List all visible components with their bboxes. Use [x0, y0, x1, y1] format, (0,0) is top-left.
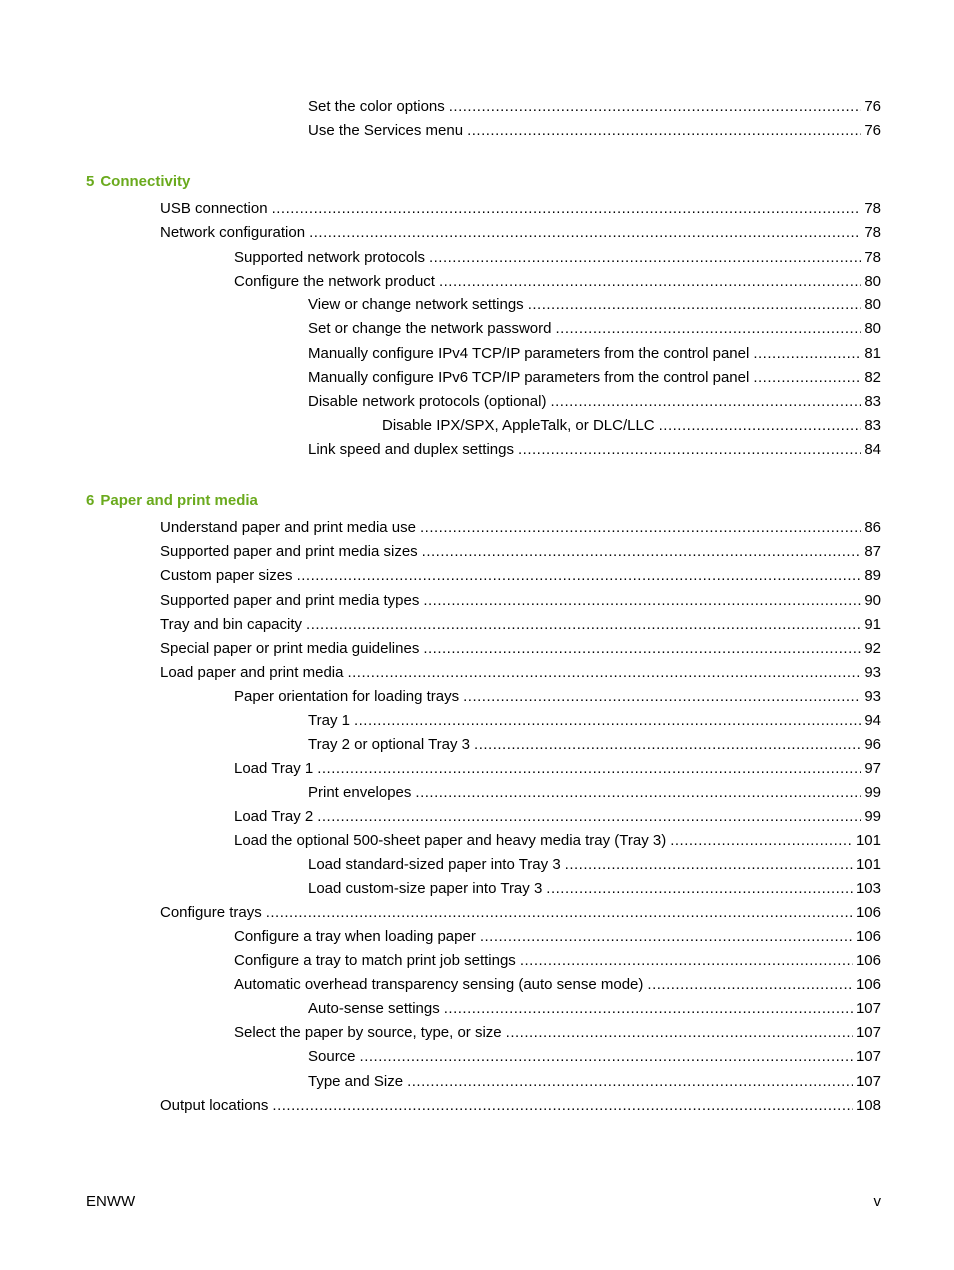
toc-entry[interactable] [308, 1071, 881, 1091]
toc-entry[interactable] [234, 247, 881, 267]
toc-entry-page: 97 [864, 760, 881, 777]
toc-entry-page: 106 [855, 928, 881, 945]
toc-entry[interactable] [234, 830, 881, 850]
toc-entry-page: 93 [864, 664, 881, 681]
toc-entry[interactable] [234, 758, 881, 778]
toc-entry-title: Set the color options [308, 98, 445, 115]
dot-leader [659, 417, 861, 435]
toc-entry[interactable] [234, 974, 881, 994]
dot-leader [753, 345, 861, 363]
dot-leader [354, 712, 861, 730]
toc-entry-title: Source [308, 1048, 356, 1065]
toc-entry-page: 107 [855, 1048, 881, 1065]
toc-entry-title: Type and Size [308, 1073, 404, 1090]
toc-entry-title: Print envelopes [308, 784, 412, 801]
footer-page-number: v [873, 1193, 881, 1210]
toc-entry-title: Set or change the network password [308, 320, 552, 337]
toc-entry-page: 108 [855, 1097, 881, 1114]
chapter-heading[interactable] [86, 173, 190, 193]
toc-entry-title: View or change network settings [308, 296, 524, 313]
dot-leader [423, 640, 861, 658]
toc-entry-page: 101 [855, 856, 881, 873]
dot-leader [266, 904, 853, 922]
toc-entry-title: Disable network protocols (optional) [308, 393, 547, 410]
toc-entry-title: Select the paper by source, type, or size [234, 1024, 502, 1041]
toc-entry-title: Network configuration [160, 224, 306, 241]
chapter-number: 6 [86, 492, 95, 509]
toc-entry-title: Tray 1 [308, 712, 350, 729]
toc-entry[interactable] [234, 271, 881, 291]
toc-entry[interactable] [234, 1022, 881, 1042]
toc-entry[interactable] [160, 614, 881, 634]
toc-entry[interactable] [308, 782, 881, 802]
dot-leader [306, 616, 861, 634]
chapter-title: Connectivity [100, 173, 191, 190]
toc-entry[interactable] [160, 902, 881, 922]
toc-entry-title: Manually configure IPv4 TCP/IP parameters from the control panel [308, 345, 750, 362]
toc-entry-title: Understand paper and print media use [160, 519, 416, 536]
toc-entry-page: 80 [864, 296, 881, 313]
toc-entry-page: 91 [864, 616, 881, 633]
toc-entry-page: 83 [864, 417, 881, 434]
toc-entry-page: 103 [855, 880, 881, 897]
toc-entry-title: Load standard-sized paper into Tray 3 [308, 856, 561, 873]
toc-entry[interactable] [234, 806, 881, 826]
dot-leader [420, 519, 861, 537]
toc-entry-page: 94 [864, 712, 881, 729]
toc-entry[interactable] [160, 1095, 881, 1115]
toc-entry[interactable] [160, 638, 881, 658]
toc-entry-title: Load custom-size paper into Tray 3 [308, 880, 543, 897]
toc-entry-title: Paper orientation for loading trays [234, 688, 460, 705]
toc-entry-title: Manually configure IPv6 TCP/IP parameters from the control panel [308, 369, 750, 386]
toc-entry-title: Supported paper and print media types [160, 592, 420, 609]
toc-entry-title: Special paper or print media guidelines [160, 640, 420, 657]
dot-leader [317, 808, 861, 826]
toc-entry[interactable] [308, 96, 881, 116]
dot-leader [506, 1024, 853, 1042]
toc-entry-page: 81 [864, 345, 881, 362]
toc-entry-page: 96 [864, 736, 881, 753]
toc-entry-page: 84 [864, 441, 881, 458]
toc-entry-page: 86 [864, 519, 881, 536]
toc-entry-page: 106 [855, 904, 881, 921]
toc-entry-page: 107 [855, 1000, 881, 1017]
toc-entry-page: 107 [855, 1073, 881, 1090]
toc-entry[interactable] [308, 710, 881, 730]
chapter-heading[interactable] [86, 492, 258, 512]
dot-leader [565, 856, 853, 874]
toc-entry-title: Automatic overhead transparency sensing (auto sense mode) [234, 976, 644, 993]
toc-entry[interactable] [308, 998, 881, 1018]
dot-leader [528, 296, 861, 314]
toc-entry-title: USB connection [160, 200, 268, 217]
toc-entry-title: Supported paper and print media sizes [160, 543, 418, 560]
toc-entry-page: 80 [864, 320, 881, 337]
toc-entry-page: 99 [864, 808, 881, 825]
toc-entry-title: Configure a tray to match print job settings [234, 952, 516, 969]
dot-leader [415, 784, 861, 802]
dot-leader [670, 832, 853, 850]
toc-entry[interactable] [160, 565, 881, 585]
dot-leader [550, 393, 861, 411]
dot-leader [360, 1048, 853, 1066]
toc-entry-page: 99 [864, 784, 881, 801]
toc-entry-title: Tray 2 or optional Tray 3 [308, 736, 471, 753]
dot-leader [546, 880, 853, 898]
dot-leader [309, 224, 861, 242]
toc-entry-page: 90 [864, 592, 881, 609]
dot-leader [317, 760, 861, 778]
toc-entry[interactable] [382, 415, 881, 435]
toc-entry[interactable] [308, 439, 881, 459]
toc-entry[interactable] [308, 391, 881, 411]
dot-leader [423, 592, 861, 610]
dot-leader [463, 688, 861, 706]
dot-leader [272, 200, 861, 218]
toc-entry[interactable] [308, 120, 881, 140]
toc-entry-title: Supported network protocols [234, 249, 425, 266]
dot-leader [474, 736, 861, 754]
toc-entry-page: 87 [864, 543, 881, 560]
toc-entry[interactable] [308, 878, 881, 898]
dot-leader [407, 1073, 853, 1091]
toc-entry-title: Load Tray 2 [234, 808, 314, 825]
dot-leader [297, 567, 861, 585]
toc-entry[interactable] [308, 854, 881, 874]
dot-leader [753, 369, 861, 387]
toc-entry-title: Configure trays [160, 904, 262, 921]
toc-entry-page: 82 [864, 369, 881, 386]
toc-entry[interactable] [234, 950, 881, 970]
dot-leader [429, 249, 861, 267]
dot-leader [647, 976, 853, 994]
toc-entry-page: 106 [855, 952, 881, 969]
dot-leader [520, 952, 853, 970]
dot-leader [449, 98, 861, 116]
toc-entry[interactable] [160, 662, 881, 682]
toc-entry-page: 78 [864, 249, 881, 266]
chapter-title: Paper and print media [100, 492, 258, 509]
toc-entry-title: Disable IPX/SPX, AppleTalk, or DLC/LLC [382, 417, 655, 434]
toc-entry-title: Load paper and print media [160, 664, 344, 681]
toc-entry-title: Load Tray 1 [234, 760, 314, 777]
toc-entry[interactable] [160, 590, 881, 610]
toc-entry-page: 78 [864, 224, 881, 241]
toc-entry-page: 76 [864, 98, 881, 115]
toc-entry[interactable] [234, 926, 881, 946]
toc-entry-page: 101 [855, 832, 881, 849]
toc-entry-title: Link speed and duplex settings [308, 441, 514, 458]
toc-entry-page: 80 [864, 273, 881, 290]
toc-entry[interactable] [160, 541, 881, 561]
dot-leader [480, 928, 853, 946]
toc-entry-page: 107 [855, 1024, 881, 1041]
toc-entry-page: 76 [864, 122, 881, 139]
toc-entry-title: Use the Services menu [308, 122, 464, 139]
toc-entry-title: Load the optional 500-sheet paper and heavy media tray (Tray 3) [234, 832, 667, 849]
toc-entry-page: 92 [864, 640, 881, 657]
dot-leader [272, 1097, 853, 1115]
dot-leader [444, 1000, 853, 1018]
dot-leader [347, 664, 861, 682]
toc-entry-title: Output locations [160, 1097, 269, 1114]
toc-entry-page: 78 [864, 200, 881, 217]
toc-entry[interactable] [234, 686, 881, 706]
toc-entry-title: Configure the network product [234, 273, 435, 290]
toc-entry[interactable] [160, 517, 881, 537]
toc-entry[interactable] [308, 734, 881, 754]
toc-entry-page: 106 [855, 976, 881, 993]
dot-leader [555, 320, 861, 338]
footer-left-label: ENWW [86, 1193, 136, 1210]
toc-entry[interactable] [308, 318, 881, 338]
toc-entry[interactable] [308, 343, 881, 363]
chapter-number: 5 [86, 173, 95, 190]
toc-entry-page: 89 [864, 567, 881, 584]
toc-entry-page: 93 [864, 688, 881, 705]
dot-leader [518, 441, 861, 459]
toc-entry[interactable] [308, 1046, 881, 1066]
dot-leader [467, 122, 861, 140]
toc-entry-title: Configure a tray when loading paper [234, 928, 476, 945]
toc-entry-title: Custom paper sizes [160, 567, 293, 584]
toc-entry-page: 83 [864, 393, 881, 410]
toc-entry[interactable] [160, 198, 881, 218]
toc-entry[interactable] [308, 367, 881, 387]
toc-entry[interactable] [308, 294, 881, 314]
toc-entry-title: Auto-sense settings [308, 1000, 440, 1017]
dot-leader [439, 273, 861, 291]
toc-entry[interactable] [160, 222, 881, 242]
toc-entry-title: Tray and bin capacity [160, 616, 303, 633]
dot-leader [422, 543, 861, 561]
